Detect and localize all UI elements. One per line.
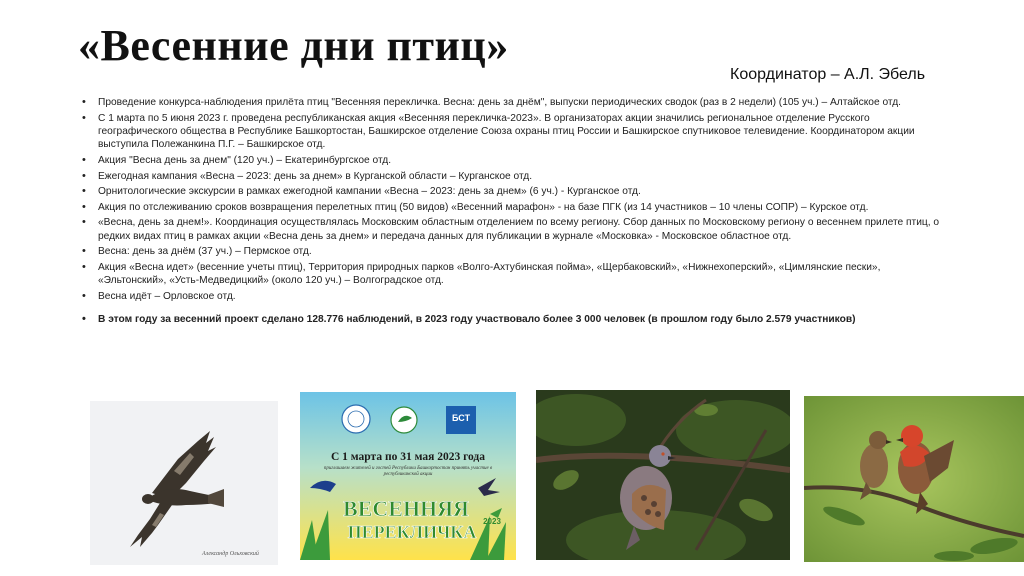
page-title: «Весенние дни птиц» bbox=[78, 21, 509, 70]
list-item: • Акция по отслеживанию сроков возвращения перелетных птиц (50 видов) «Весенний марафон» - на базе ПГК (из 14 участников – 10 члены СОПР) – Курское отд. bbox=[82, 201, 940, 214]
poster-badge: БСТ bbox=[451, 413, 471, 423]
list-item: • Весна: день за днём (37 уч.) – Пермское отд. bbox=[82, 245, 940, 258]
poster-title-line1: ВЕСЕННЯЯ bbox=[343, 496, 469, 521]
finches-photo bbox=[804, 396, 1024, 562]
list-item: • С 1 марта по 5 июня 2023 г. проведена республиканская акция «Весенняя перекличка-2023». В организаторах акции значились региональное отделение Русского географического общества в Республике Башкортостан, Башкирское отделение Союза охраны птиц России и Башкирское спутниковое телевидение. Координатором акции выступила Полежанкина П.Г. – Башкирское отд. bbox=[82, 112, 940, 152]
list-item: • «Весна, день за днем!». Координация осуществлялась Московским областным отделением по всему региону. Сбор данных по Московскому региону о весеннем прилете птиц, о редких видах птиц в рамках акции «Весна день за днем» и передача данных для публикации в журнале «Московка» - Московское областное отд. bbox=[82, 216, 940, 243]
poster-invite: приглашаем жителей и гостей Республики Башкортостан принять участие в республиканской акции bbox=[323, 466, 493, 477]
dove-photo bbox=[536, 390, 790, 560]
list-item: • Весна идёт – Орловское отд. bbox=[82, 290, 940, 303]
list-item: • Акция «Весна идет» (весенние учеты птиц), Территория природных парков «Волго-Ахтубинская пойма», «Щербаковский», «Нижнехоперский», «Цимлянские пески», «Эльтонский», «Усть-Медведицкий» (около 120 уч.) – Волгоградское отд. bbox=[82, 261, 940, 288]
event-poster bbox=[300, 392, 516, 560]
list-item: • Акция "Весна день за днем" (120 уч.) – Екатеринбургское отд. bbox=[82, 154, 940, 167]
poster-title-line2: ПЕРЕКЛИЧКА bbox=[347, 522, 477, 542]
list-item: • Орнитологические экскурсии в рамках ежегодной кампании «Весна – 2023: день за днем» (6 уч.) - Курганское отд. bbox=[82, 185, 940, 198]
list-item: • Ежегодная кампания «Весна – 2023: день за днем» в Курганской области – Курганское отд. bbox=[82, 170, 940, 183]
coordinator-label: Координатор – А.Л. Эбель bbox=[730, 66, 926, 83]
poster-date: С 1 марта по 31 мая 2023 года bbox=[331, 451, 485, 463]
photo-signature: Александр Ольховский bbox=[202, 551, 259, 557]
poster-year: 2023 bbox=[483, 517, 501, 526]
bullet-list bbox=[82, 96, 940, 329]
hawk-photo bbox=[90, 401, 278, 565]
list-item: • Проведение конкурса-наблюдения прилёта птиц "Весенняя перекличка. Весна: день за днём", выпуски периодических сводок (раз в 2 недели) (105 уч.) – Алтайское отд. bbox=[82, 96, 940, 109]
summary-item: • В этом году за весенний проект сделано 128.776 наблюдений, в 2023 году участвовало более 3 000 человек (в прошлом году было 2.579 участников) bbox=[82, 313, 940, 326]
